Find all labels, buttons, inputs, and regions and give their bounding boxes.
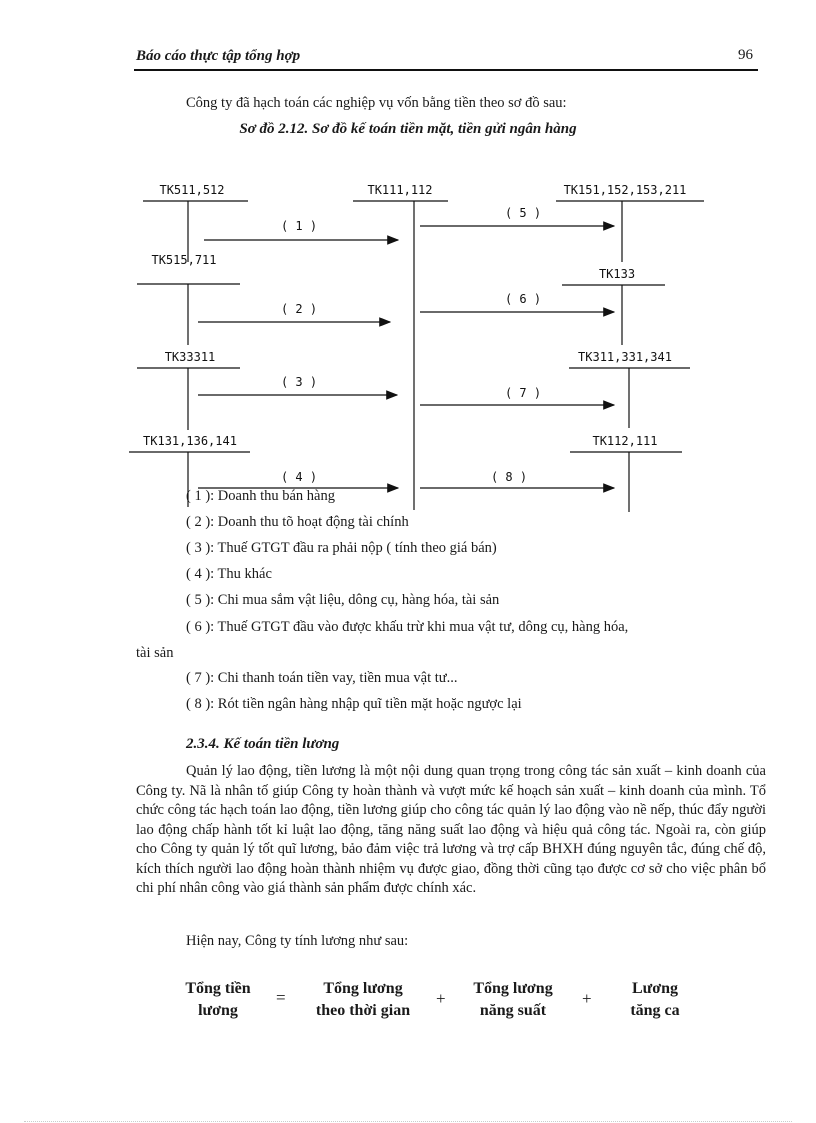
formula-term-line: theo thời gian [315,1002,411,1019]
formula-term-line: Tổng tiền [185,980,251,997]
header-divider [134,69,758,71]
formula-term-time-salary [300,978,426,1022]
formula-operator-plus: + [436,989,446,1008]
arrow-label-2: ( 2 ) [280,302,318,316]
page-bottom-border [24,1121,792,1122]
arrow-label-7: ( 7 ) [504,386,542,400]
arrow-label-5: ( 5 ) [504,206,542,220]
arrow-label-4: ( 4 ) [280,470,318,484]
formula-term-overtime-salary [612,978,698,1022]
arrow-label-1: ( 1 ) [280,219,318,233]
legend-item-5: ( 5 ): Chi mua sắm vật liệu, dông cụ, hàng hóa, tài sản [186,592,500,608]
right-account-label-6: TK133 [598,267,636,281]
legend-item-2: ( 2 ): Doanh thu tõ hoạt động tài chính [186,514,409,530]
legend-item-6-continuation: tài sản [136,645,174,661]
legend-item-4: ( 4 ): Thu khác [186,566,272,582]
legend-item-1: ( 1 ): Doanh thu bán hàng [186,488,335,504]
formula-operator-plus: + [582,989,592,1008]
left-account-label-4: TK131,136,141 [143,434,237,448]
left-account-label-1: TK511,512 [159,183,225,197]
right-account-label-8: TK112,111 [592,434,658,448]
formula-term-productivity-salary [458,978,568,1022]
formula-operator-equals: = [276,988,286,1007]
legend-item-8: ( 8 ): Rót tiền ngân hàng nhập quĩ tiền mặt hoặc ngược lại [186,696,522,712]
diagram-caption: Sơ đồ 2.12. Sơ đồ kế toán tiền mặt, tiền gửi ngân hàng [239,121,577,137]
intro-sentence: Công ty đã hạch toán các nghiệp vụ vốn bằng tiền theo sơ đồ sau: [186,95,567,111]
left-account-label-3: TK33311 [164,350,216,364]
report-title: Báo cáo thực tập tổng hợp [136,48,301,64]
legend-item-7: ( 7 ): Chi thanh toán tiền vay, tiền mua vật tư... [186,670,458,686]
left-account-label-2: TK515,711 [151,253,217,267]
formula-intro: Hiện nay, Công ty tính lương như sau: [186,933,409,949]
formula-term-line: Tổng lương [323,980,403,997]
right-account-label-7: TK311,331,341 [578,350,672,364]
formula-term-line: lương [198,1002,238,1019]
legend-item-3: ( 3 ): Thuế GTGT đầu ra phải nộp ( tính theo giá bán) [186,540,497,556]
formula-term-line: tăng ca [630,1002,680,1019]
formula-term-line: Lương [631,980,679,997]
section-heading: 2.3.4. Kế toán tiền lương [186,736,340,752]
formula-term-line: Tổng lương [473,980,553,997]
accounting-flow-diagram [0,170,816,515]
arrow-label-6: ( 6 ) [504,292,542,306]
formula-term-total-salary [168,978,268,1022]
legend-item-6: ( 6 ): Thuế GTGT đầu vào được khấu trừ khi mua vật tư, dông cụ, hàng hóa, [186,619,629,635]
arrow-label-8: ( 8 ) [490,470,528,484]
body-paragraph: Quản lý lao động, tiền lương là một nội dung quan trọng trong công tác sản xuất – kinh doanh của Công ty. Nã là nhân tố giúp Công ty hoàn thành và vượt mức kế hoạch sản xuất – kinh doanh của mình. Tổ chức công tác hạch toán lao động, tiền lương giúp cho công tác quản lý lao động vào nề nếp, thúc đẩy người lao động chấp hành tốt kỉ luật lao động, tăng năng suất lao động và hiệu quả công tác. Ngoài ra, còn giúp cho Công ty quản lý tốt quĩ lương, bảo đảm việc trả lương và trợ cấp BHXH đúng nguyên tắc, đúng chế độ, kích thích người lao động hoàn thành nhiệm vụ được giao, đồng thời cũng tạo được cơ sở cho việc phân bổ chi phí nhân công vào giá thành sản phẩm được chính xác. [136,763,766,896]
right-account-label-5: TK151,152,153,211 [563,183,687,197]
center-account-label: TK111,112 [367,183,433,197]
arrow-label-3: ( 3 ) [280,375,318,389]
page-number: 96 [738,47,753,63]
formula-term-line: năng suất [479,1002,547,1019]
